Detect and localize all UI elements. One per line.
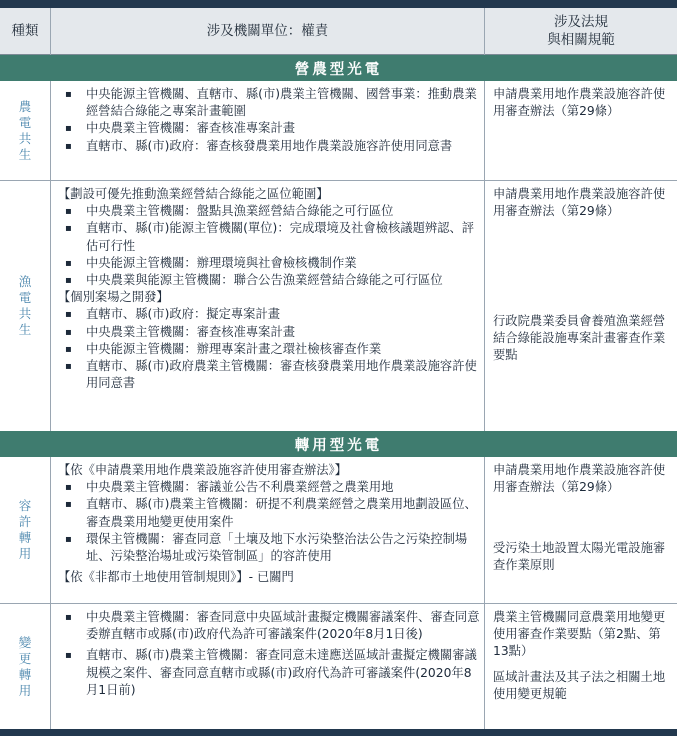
law-item: 申請農業用地作農業設施容許使用審查辦法（第29條） bbox=[493, 87, 666, 119]
category-fish-pv bbox=[0, 181, 50, 430]
list-item: ▪ 中央能源主管機關、直轄市、縣(市)農業主管機關、國營事業：推動農業經營結合綠能之專案計畫範圍 bbox=[58, 86, 480, 120]
laws-change-convert-1 bbox=[493, 609, 671, 661]
row-divider bbox=[0, 180, 677, 181]
column-divider-2 bbox=[484, 8, 485, 729]
list-item: ▪ 直轄市、縣(市)能源主管機關(單位)：完成環境及社會檢核議題辨認、評估可行性 bbox=[58, 220, 480, 254]
laws-fish-pv-1 bbox=[493, 186, 671, 220]
subheading: 【依《非都市土地使用管制規則》】- 已關門 bbox=[58, 570, 294, 585]
list-item: ▪ 中央農業與能源主管機關：聯合公告漁業經營結合綠能之可行區位 bbox=[58, 272, 480, 289]
laws-permit-convert-1 bbox=[493, 462, 671, 496]
subheading: 【劃設可優先推動漁業經營結合綠能之區位範圍】 bbox=[58, 187, 329, 201]
list-item: ▪ 中央能源主管機關：辦理專案計畫之環社檢核審查作業 bbox=[58, 341, 480, 358]
category-label: 容許轉用 bbox=[18, 498, 32, 561]
section-band-convert: 轉用型光電 bbox=[0, 431, 677, 457]
header-category: 種類 bbox=[11, 23, 39, 39]
category-permit-convert bbox=[0, 457, 50, 603]
law-item: 農業主管機關同意農業用地變更使用審查作業要點（第2點、第13點） bbox=[493, 610, 666, 659]
category-change-convert bbox=[0, 604, 50, 729]
list-item: ▪ 中央農業主管機關：審查核准專案計畫 bbox=[58, 324, 480, 341]
laws-agri-pv bbox=[493, 86, 671, 120]
list-item: ▪ 直轄市、縣(市)農業主管機關：研提不利農業經營之農業用地劃設區位、審查農業用地變更使用案件 bbox=[58, 496, 480, 530]
list-item: ▪ 中央農業主管機關：審查同意中央區域計畫擬定機關審議案件、審查同意委辦直轄市或縣(市)政府代為許可審議案件(2020年8月1日後) bbox=[58, 609, 480, 643]
category-label: 農電共生 bbox=[18, 98, 32, 162]
bottom-bar bbox=[0, 729, 677, 736]
law-item: 受污染土地設置太陽光電設施審查作業原則 bbox=[493, 541, 666, 573]
law-item: 區域計畫法及其子法之相關土地使用變更規範 bbox=[493, 670, 666, 702]
header-agencies: 涉及機關單位：權責 bbox=[206, 23, 329, 39]
list-item: ▪ 直轄市、縣(市)農業主管機關：審查同意未達應送區域計畫擬定機關審議規模之案件、審查同意直轄市或縣(市)政府代為許可審議案件(2020年8月1日前) bbox=[58, 647, 480, 699]
agencies-agri-pv bbox=[58, 86, 480, 155]
table-header bbox=[0, 8, 677, 55]
section-band-agri: 營農型光電 bbox=[0, 55, 677, 81]
row-divider bbox=[0, 603, 677, 604]
subheading: 【個別案場之開發】 bbox=[58, 290, 169, 305]
list-item: ▪ 環保主管機關：審查同意「土壤及地下水污染整治法公告之污染控制場址、污染整治場址或污染管制區」的容許使用 bbox=[58, 531, 480, 565]
column-divider-1 bbox=[50, 8, 51, 729]
list-item: ▪ 直轄市、縣(市)政府：審查核發農業用地作農業設施容許使用同意書 bbox=[58, 138, 480, 155]
header-laws bbox=[485, 8, 677, 54]
agencies-change-convert bbox=[58, 609, 480, 699]
laws-change-convert-2 bbox=[493, 669, 671, 703]
header-laws-line1: 涉及法規 bbox=[554, 14, 608, 30]
law-item: 申請農業用地作農業設施容許使用審查辦法（第29條） bbox=[493, 463, 666, 495]
list-item: ▪ 中央農業主管機關：盤點具漁業經營結合綠能之可行區位 bbox=[58, 203, 480, 220]
agencies-permit-convert bbox=[58, 462, 480, 586]
list-item: ▪ 直轄市、縣(市)政府農業主管機關：審查核發農業用地作農業設施容許使用同意書 bbox=[58, 358, 480, 392]
list-item: ▪ 中央能源主管機關：辦理環境與社會檢核機制作業 bbox=[58, 255, 480, 272]
laws-permit-convert-2 bbox=[493, 540, 671, 574]
category-label: 漁電共生 bbox=[18, 273, 32, 337]
category-agri-pv bbox=[0, 81, 50, 180]
agencies-fish-pv bbox=[58, 186, 480, 392]
subheading: 【依《申請農業用地作農業設施容許使用審查辦法》】 bbox=[58, 463, 347, 477]
header-laws-line2: 與相關規範 bbox=[547, 32, 615, 48]
laws-fish-pv-2 bbox=[493, 313, 671, 365]
list-item: ▪ 直轄市、縣(市)政府：擬定專案計畫 bbox=[58, 306, 480, 323]
law-item: 行政院農業委員會養殖漁業經營結合綠能設施專案計畫審查作業要點 bbox=[493, 314, 666, 363]
list-item: ▪ 中央農業主管機關：審查核准專案計畫 bbox=[58, 120, 480, 137]
category-label: 變更轉用 bbox=[18, 634, 32, 698]
law-item: 申請農業用地作農業設施容許使用審查辦法（第29條） bbox=[493, 187, 666, 219]
top-bar bbox=[0, 0, 677, 8]
list-item: ▪ 中央農業主管機關：審議並公告不利農業經營之農業用地 bbox=[58, 479, 480, 496]
